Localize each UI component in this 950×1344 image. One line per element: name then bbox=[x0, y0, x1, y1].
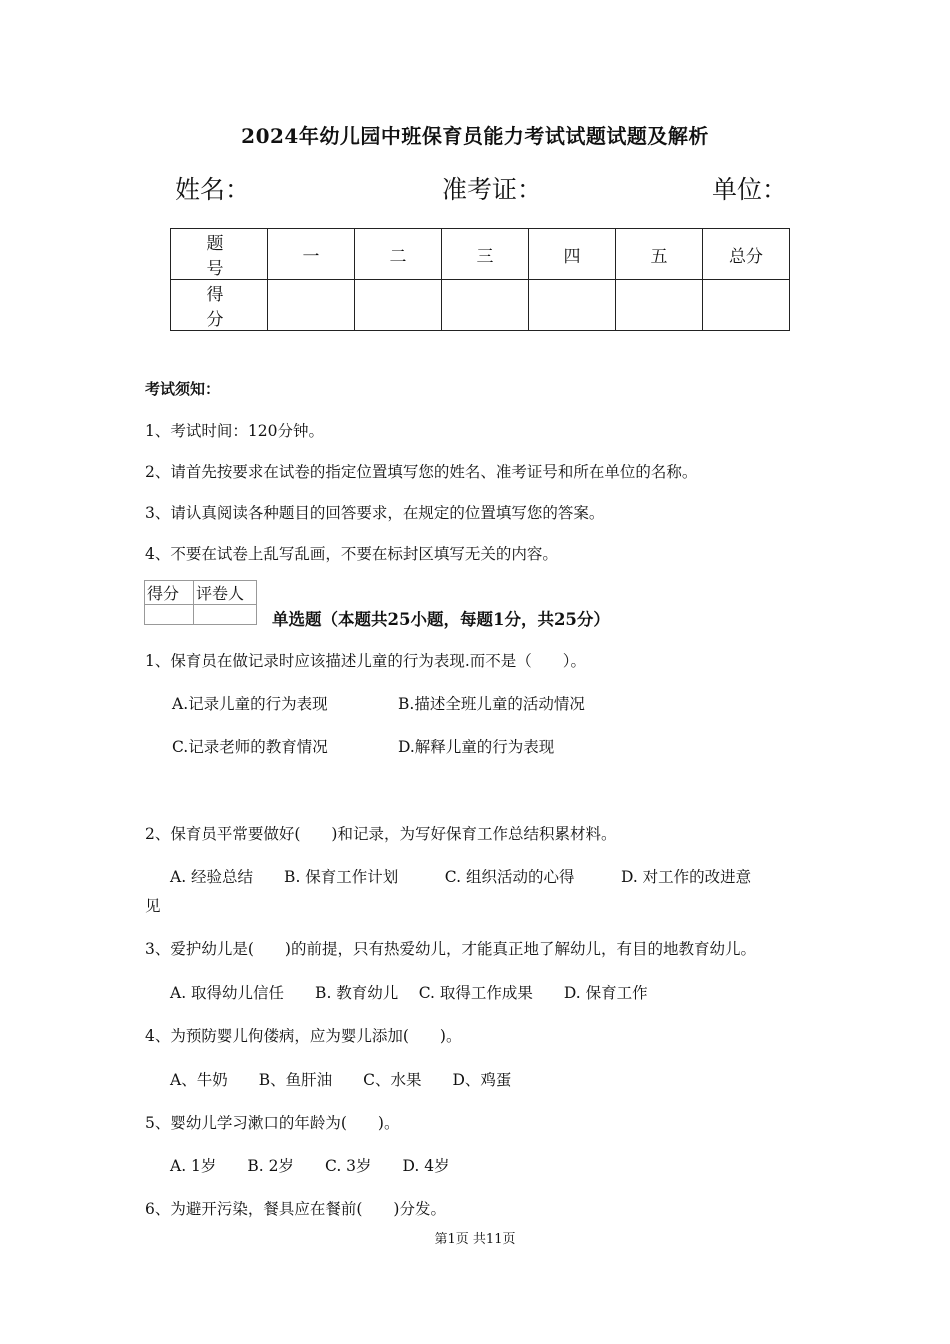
score-header-cell: 五 bbox=[616, 229, 703, 280]
page-title: 2024年幼儿园中班保育员能力考试试题试题及解析 bbox=[241, 124, 709, 148]
question-5-options: A. 1岁 B. 2岁 C. 3岁 D. 4岁 bbox=[170, 1157, 450, 1175]
section-heading: 单选题（本题共25小题，每题1分，共25分） bbox=[272, 610, 610, 629]
notice-item: 2、请首先按要求在试卷的指定位置填写您的姓名、准考证号和所在单位的名称。 bbox=[145, 463, 698, 481]
question-1-option-a: A.记录儿童的行为表现 bbox=[172, 695, 328, 713]
exam-id-field-label: 准考证： bbox=[442, 175, 543, 204]
score-input-cell[interactable] bbox=[355, 280, 442, 331]
question-1: 1、保育员在做记录时应该描述儿童的行为表现.而不是（ ）。 bbox=[145, 652, 587, 670]
score-header-cell: 二 bbox=[355, 229, 442, 280]
question-4-options: A、牛奶 B、鱼肝油 C、水果 D、鸡蛋 bbox=[170, 1071, 512, 1089]
notice-item: 4、不要在试卷上乱写乱画，不要在标封区填写无关的内容。 bbox=[145, 545, 558, 563]
score-input-cell[interactable] bbox=[616, 280, 703, 331]
score-input-cell[interactable] bbox=[529, 280, 616, 331]
notice-item: 1、考试时间：120分钟。 bbox=[145, 422, 324, 440]
question-1-option-d: D.解释儿童的行为表现 bbox=[398, 738, 555, 756]
name-field-label: 姓名： bbox=[175, 175, 251, 204]
question-1-option-b: B.描述全班儿童的活动情况 bbox=[398, 695, 585, 713]
score-table-score-row bbox=[171, 280, 790, 331]
score-header-cell: 题 号 bbox=[171, 229, 268, 280]
question-5: 5、婴幼儿学习漱口的年龄为( )。 bbox=[145, 1114, 400, 1132]
unit-field-label: 单位： bbox=[712, 175, 788, 204]
question-2-options-cont: 见 bbox=[145, 897, 161, 915]
question-4: 4、为预防婴儿佝偻病，应为婴儿添加( )。 bbox=[145, 1027, 462, 1045]
question-2-options: A. 经验总结 B. 保育工作计划 C. 组织活动的心得 D. 对工作的改进意 bbox=[170, 868, 752, 886]
question-3-options: A. 取得幼儿信任 B. 教育幼儿 C. 取得工作成果 D. 保育工作 bbox=[170, 984, 648, 1002]
score-row-label: 得 分 bbox=[171, 280, 268, 331]
score-input-cell[interactable] bbox=[703, 280, 790, 331]
score-header-cell: 三 bbox=[442, 229, 529, 280]
score-input-cell[interactable] bbox=[268, 280, 355, 331]
score-header-cell: 总分 bbox=[703, 229, 790, 280]
question-6: 6、为避开污染，餐具应在餐前( )分发。 bbox=[145, 1200, 446, 1218]
score-input-cell[interactable] bbox=[442, 280, 529, 331]
grader-name-label: 评卷人 bbox=[194, 581, 257, 605]
score-header-cell: 四 bbox=[529, 229, 616, 280]
page-footer: 第1页 共11页 bbox=[434, 1232, 516, 1247]
grader-score-cell[interactable] bbox=[145, 605, 194, 625]
notice-heading: 考试须知： bbox=[145, 380, 221, 398]
question-3: 3、爱护幼儿是( )的前提，只有热爱幼儿，才能真正地了解幼儿，有目的地教育幼儿。 bbox=[145, 940, 756, 958]
question-1-option-c: C.记录老师的教育情况 bbox=[172, 738, 328, 756]
grader-name-cell[interactable] bbox=[194, 605, 257, 625]
notice-item: 3、请认真阅读各种题目的回答要求，在规定的位置填写您的答案。 bbox=[145, 504, 605, 522]
grader-score-label: 得分 bbox=[145, 581, 194, 605]
score-header-cell: 一 bbox=[268, 229, 355, 280]
grader-table bbox=[144, 580, 257, 625]
score-table-header-row bbox=[171, 229, 790, 280]
question-2: 2、保育员平常要做好( )和记录，为写好保育工作总结积累材料。 bbox=[145, 825, 617, 843]
score-table bbox=[170, 228, 790, 331]
